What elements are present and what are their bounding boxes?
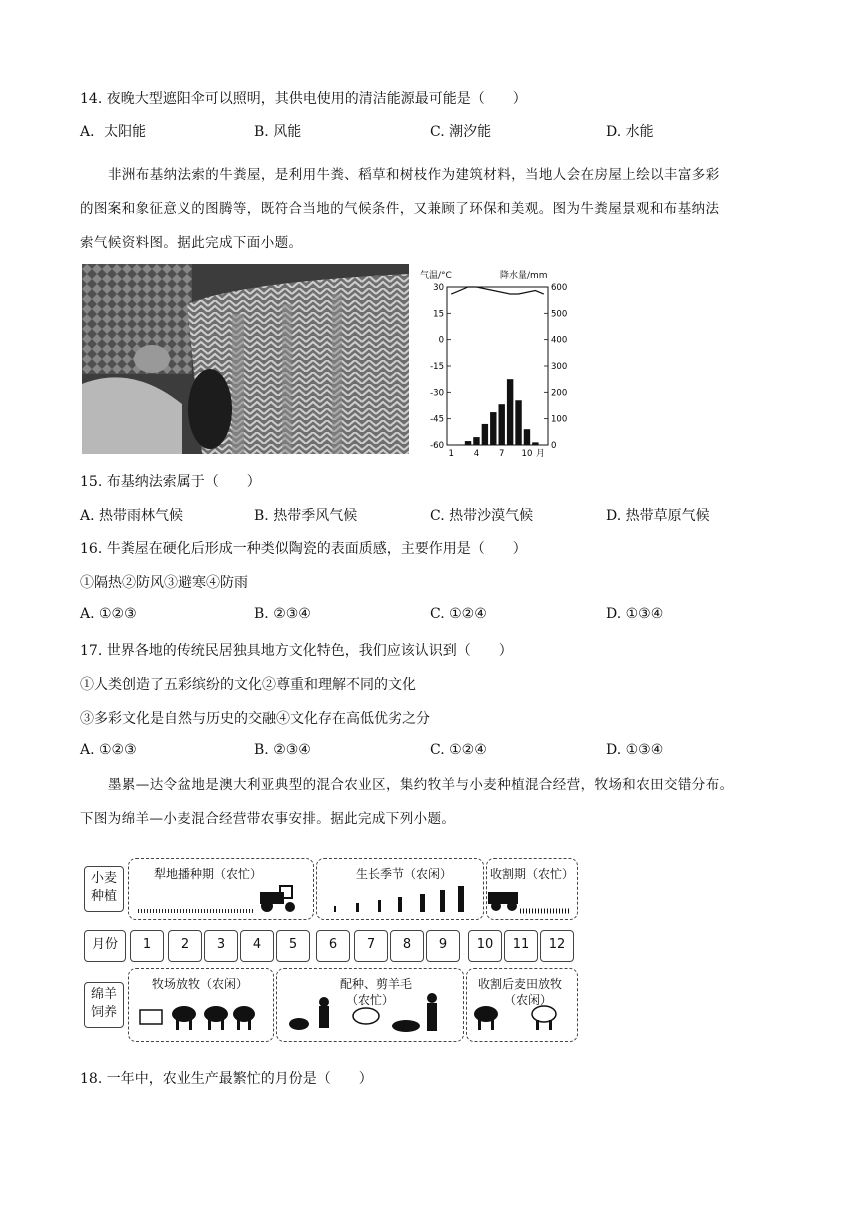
- q15-option-b: B. 热带季风气候: [254, 508, 358, 524]
- q15-option-c: C. 热带沙漠气候: [430, 508, 534, 524]
- month-cell: 11: [504, 930, 538, 962]
- x-unit-label: 月: [536, 449, 546, 459]
- precipitation-tick: 200: [551, 388, 568, 399]
- q17-option-c: C. ①②④: [430, 742, 487, 758]
- q16-option-c: C. ①②④: [430, 606, 487, 622]
- sheep-illustrations: [134, 996, 574, 1036]
- q16-stem: 16. 牛粪屋在硬化后形成一种类似陶瓷的表面质感，主要作用是（ ）: [80, 541, 527, 557]
- q17-items-2: ③多彩文化是自然与历史的交融④文化存在高低优劣之分: [80, 711, 430, 727]
- sheep-phase-grazing-label: 牧场放牧（农闲）: [152, 977, 249, 991]
- precipitation-bar: [456, 444, 462, 445]
- precipitation-tick: 100: [551, 414, 568, 425]
- grazing-sheep-icon: [140, 1006, 255, 1030]
- stubble-grazing-sheep-icon: [474, 1006, 556, 1030]
- q16-items: ①隔热②防风③避寒④防雨: [80, 575, 248, 591]
- month-cell: 4: [240, 930, 274, 962]
- month-cell: 7: [354, 930, 388, 962]
- month-cell: 9: [426, 930, 460, 962]
- q17-option-b: B. ②③④: [254, 742, 311, 758]
- q15-option-a: A. 热带雨林气候: [80, 508, 184, 524]
- precipitation-bar: [482, 424, 488, 445]
- q15-option-d: D. 热带草原气候: [606, 508, 710, 524]
- chart-frame: [447, 287, 548, 445]
- precipitation-bar: [473, 437, 479, 445]
- precipitation-tick: 400: [551, 335, 568, 346]
- temperature-tick: 15: [433, 309, 444, 320]
- wheat-label-line-2: 种植: [90, 889, 117, 904]
- intro1-line-1: 非洲布基纳法索的牛粪屋，是利用牛粪、稻草和树枝作为建筑材料，当地人会在房屋上绘以丰富多彩: [108, 167, 720, 183]
- q17-option-d: D. ①③④: [606, 742, 664, 758]
- wheat-illustrations: [134, 884, 574, 914]
- sheep-phase-breeding-label: 配种、剪羊毛: [340, 977, 413, 991]
- q16-option-b: B. ②③④: [254, 606, 311, 622]
- temperature-tick: -60: [430, 441, 444, 451]
- precipitation-bar: [499, 404, 505, 445]
- intro2-line-2: 下图为绵羊—小麦混合经营带农事安排。据此完成下列小题。: [80, 811, 456, 827]
- farming-schedule-diagram: [84, 856, 590, 1042]
- intro-paragraph-1: [80, 158, 785, 260]
- shearing-icon: [289, 993, 437, 1032]
- sheep-row-label: [84, 982, 124, 1028]
- sheep-phase-breeding-label-2: （农忙）: [346, 993, 395, 1007]
- tractor-icon: [260, 886, 295, 912]
- q14-stem: 14. 夜晚大型遮阳伞可以照明，其供电使用的清洁能源最可能是（ ）: [80, 91, 527, 107]
- month-cell: 12: [540, 930, 574, 962]
- precipitation-bar: [507, 379, 513, 445]
- month-row-label: 月份: [84, 930, 126, 962]
- wheat-phase-growing-label: 生长季节（农闲）: [356, 867, 453, 881]
- q18-stem: 18. 一年中，农业生产最繁忙的月份是（ ）: [80, 1071, 373, 1087]
- intro1-line-3: 索气候资料图。据此完成下面小题。: [80, 235, 303, 251]
- wheat-phase-harvest-label: 收割期（农忙）: [490, 867, 575, 881]
- month-tick: 7: [498, 449, 505, 459]
- month-tick: 1: [448, 449, 454, 459]
- climate-chart: [414, 264, 568, 459]
- temperature-axis-label: 气温/°C: [420, 271, 452, 281]
- month-cell: 2: [168, 930, 202, 962]
- q17-items-1: ①人类创造了五彩缤纷的文化②尊重和理解不同的文化: [80, 677, 416, 693]
- q15-stem: 15. 布基纳法索属于（ ）: [80, 474, 261, 490]
- temperature-tick: 0: [438, 335, 444, 346]
- harvester-icon: [488, 892, 570, 911]
- precipitation-bar: [524, 429, 530, 445]
- month-cell: 6: [316, 930, 350, 962]
- q16-option-d: D. ①③④: [606, 606, 664, 622]
- month-tick: 4: [473, 449, 480, 459]
- intro1-line-2: 的图案和象征意义的图腾等，既符合当地的气候条件，又兼顾了环保和美观。图为牛粪屋景观和布基纳法: [80, 201, 720, 217]
- intro-paragraph-2: [80, 768, 785, 836]
- temperature-line: [451, 287, 544, 294]
- month-cell: 10: [468, 930, 502, 962]
- sheep-phase-stubble-label: 收割后麦田放牧: [478, 977, 563, 991]
- temperature-tick: -30: [430, 388, 444, 399]
- temperature-tick: -45: [430, 414, 444, 425]
- growing-wheat-icon: [334, 886, 464, 912]
- wheat-row-label: [84, 866, 124, 912]
- precipitation-tick: 0: [551, 441, 557, 451]
- precipitation-tick: 600: [551, 283, 568, 293]
- q14-option-a: A．太阳能: [80, 124, 147, 140]
- q14-option-b: B. 风能: [254, 124, 302, 140]
- dung-house-photo: [82, 264, 409, 454]
- precipitation-tick: 300: [551, 362, 568, 372]
- temperature-tick: 30: [433, 283, 444, 293]
- precipitation-axis-label: 降水量/mm: [500, 271, 548, 281]
- intro2-line-1: 墨累—达令盆地是澳大利亚典型的混合农业区，集约牧羊与小麦种植混合经营，牧场和农田交错分布。: [108, 777, 734, 793]
- wheat-phase-sowing-label: 犁地播种期（农忙）: [154, 867, 263, 881]
- sheep-label-line-1: 绵羊: [90, 987, 117, 1002]
- precipitation-bar: [515, 400, 521, 445]
- month-cell: 8: [390, 930, 424, 962]
- wheat-label-line-1: 小麦: [90, 871, 117, 886]
- sheep-label-line-2: 饲养: [90, 1005, 117, 1020]
- precipitation-bar: [465, 441, 471, 445]
- q14-option-d: D. 水能: [606, 124, 654, 140]
- q17-option-a: A. ①②③: [80, 742, 137, 758]
- precipitation-bar: [490, 412, 496, 445]
- month-cell: 3: [204, 930, 238, 962]
- q14-option-c: C. 潮汐能: [430, 124, 492, 140]
- month-cell: 1: [130, 930, 164, 962]
- month-tick: 10: [521, 449, 533, 459]
- precipitation-tick: 500: [551, 309, 568, 320]
- sheep-phase-stubble-label-2: （农闲）: [504, 993, 553, 1007]
- q16-option-a: A. ①②③: [80, 606, 137, 622]
- month-cell: 5: [276, 930, 310, 962]
- q17-stem: 17. 世界各地的传统民居独具地方文化特色，我们应该认识到（ ）: [80, 643, 513, 659]
- temperature-tick: -15: [430, 362, 444, 372]
- precipitation-bar: [532, 442, 538, 445]
